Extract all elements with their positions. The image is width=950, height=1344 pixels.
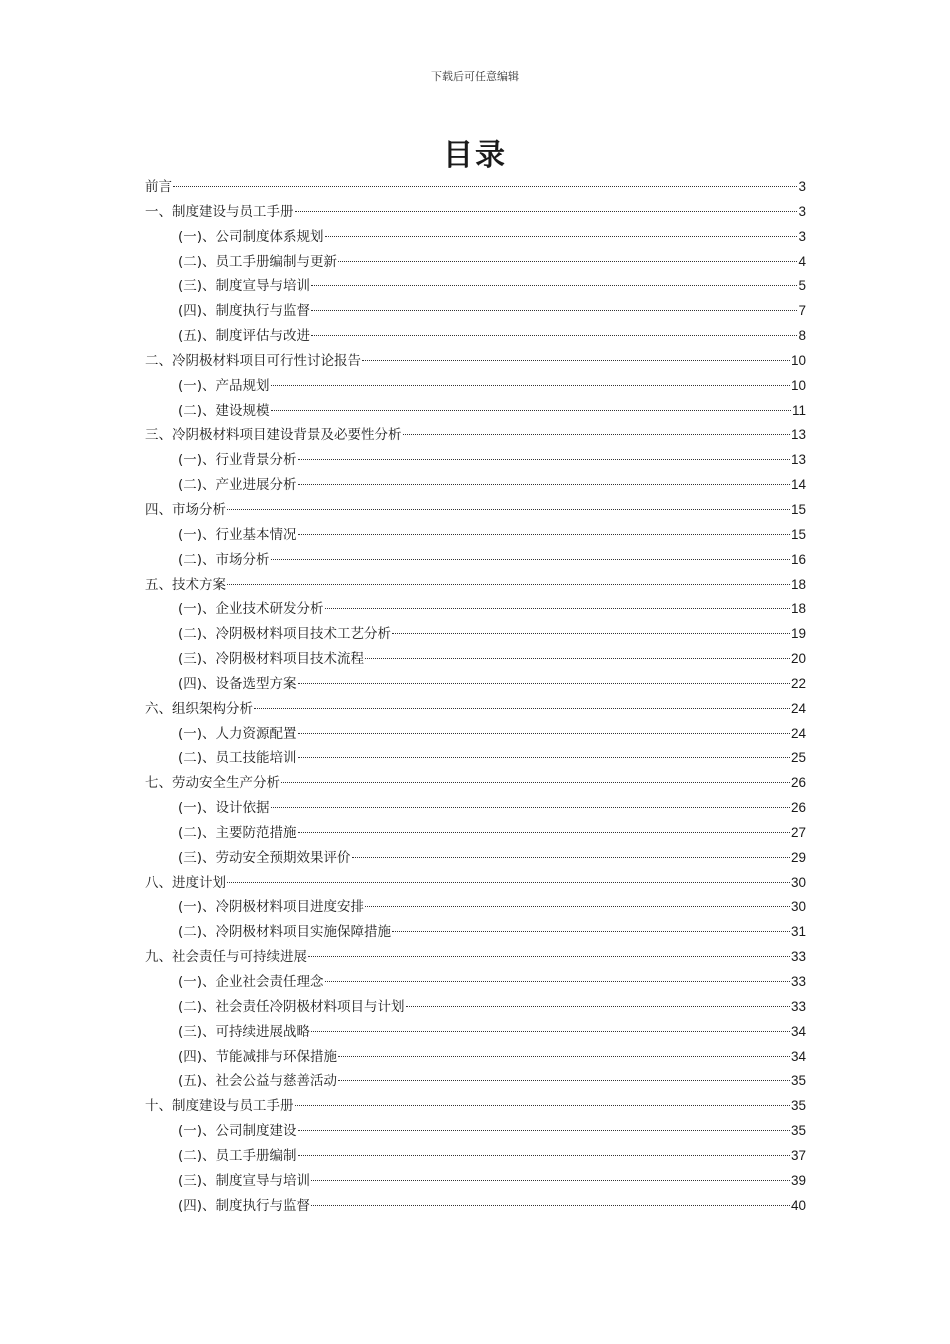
toc-entry-text: (五)、制度评估与改进 [178, 328, 311, 345]
toc-entry-sub[interactable] [145, 448, 806, 473]
toc-page-number: 33 [790, 998, 806, 1014]
toc-dot-leader [295, 1105, 790, 1106]
toc-entry[interactable] [145, 423, 806, 448]
toc-entry-text: (一)、人力资源配置 [178, 725, 297, 742]
toc-entry-text: (二)、员工技能培训 [178, 750, 297, 767]
toc-dot-leader [365, 906, 790, 907]
toc-entry-sub[interactable] [145, 250, 806, 275]
toc-page-number: 30 [790, 874, 806, 890]
toc-entry-text: 十、制度建设与员工手册 [145, 1098, 294, 1115]
toc-entry-sub[interactable] [145, 274, 806, 299]
toc-page-number: 34 [790, 1048, 806, 1064]
toc-entry-text: 前言 [145, 179, 172, 195]
toc-dot-leader [311, 1031, 790, 1032]
toc-entry-sub[interactable] [145, 523, 806, 548]
toc-entry-text: (二)、产业进展分析 [178, 477, 297, 494]
toc-entry-text: (一)、企业社会责任理念 [178, 974, 324, 990]
toc-entry-text: (四)、节能减排与环保措施 [178, 1048, 338, 1065]
toc-entry[interactable] [145, 573, 806, 598]
toc-entry-text: (二)、冷阴极材料项目实施保障措施 [178, 924, 392, 941]
toc-entry-sub[interactable] [145, 796, 806, 821]
toc-entry-sub[interactable] [145, 1069, 806, 1094]
toc-page-number: 15 [790, 501, 806, 517]
toc-entry-text: (一)、公司制度体系规划 [178, 228, 324, 245]
toc-dot-leader [338, 1080, 790, 1081]
toc-entry-sub[interactable] [145, 1045, 806, 1070]
toc-entry-sub[interactable] [145, 1144, 806, 1169]
toc-page-number: 40 [790, 1197, 806, 1213]
toc-entry-text: 六、组织架构分析 [145, 700, 253, 717]
toc-entry-text: 二、冷阴极材料项目可行性讨论报告 [145, 352, 361, 369]
toc-page-number: 35 [790, 1073, 806, 1089]
toc-page-number: 18 [790, 601, 806, 617]
toc-entry-sub[interactable] [145, 995, 806, 1020]
toc-page-number: 37 [790, 1147, 806, 1163]
toc-entry-text: 五、技术方案 [145, 576, 226, 593]
toc-page-number: 13 [790, 427, 806, 443]
toc-page-number: 3 [798, 228, 806, 244]
toc-entry-text: (三)、冷阴极材料项目技术流程 [178, 651, 365, 668]
toc-page-number: 35 [790, 1098, 806, 1114]
toc-entry[interactable] [145, 697, 806, 722]
toc-page-number: 33 [790, 974, 806, 989]
toc-entry-sub[interactable] [145, 597, 806, 622]
toc-dot-leader [271, 559, 790, 560]
toc-entry-text: 四、市场分析 [145, 501, 226, 518]
toc-entry-sub[interactable] [145, 746, 806, 771]
toc-entry-text: (一)、公司制度建设 [178, 1123, 297, 1140]
toc-entry-text: 三、冷阴极材料项目建设背景及必要性分析 [145, 427, 402, 444]
toc-entry-sub[interactable] [145, 1020, 806, 1045]
toc-entry-text: (一)、设计依据 [178, 800, 270, 817]
toc-dot-leader [173, 186, 797, 187]
toc-dot-leader [298, 832, 790, 833]
toc-dot-leader [338, 261, 797, 262]
toc-page-number: 29 [790, 849, 806, 865]
toc-entry-sub[interactable] [145, 1119, 806, 1144]
toc-dot-leader [298, 459, 790, 460]
toc-dot-leader [392, 931, 790, 932]
toc-page-number: 15 [790, 526, 806, 542]
toc-page-number: 5 [798, 278, 806, 294]
toc-page-number: 4 [798, 253, 806, 269]
toc-entry-text: (二)、员工手册编制 [178, 1147, 297, 1164]
toc-entry-sub[interactable] [145, 473, 806, 498]
toc-page-number: 34 [790, 1023, 806, 1039]
toc-entry-text: (二)、市场分析 [178, 551, 270, 568]
toc-page-number: 19 [790, 626, 806, 642]
table-of-contents [145, 175, 806, 1218]
toc-entry-text: (四)、设备选型方案 [178, 675, 297, 692]
toc-entry-sub[interactable] [145, 920, 806, 945]
toc-entry[interactable] [145, 871, 806, 896]
toc-dot-leader [227, 882, 790, 883]
toc-title: 目录 [443, 138, 507, 173]
toc-entry-sub[interactable] [145, 647, 806, 672]
toc-entry-text: (五)、社会公益与慈善活动 [178, 1073, 338, 1090]
toc-page-number: 35 [790, 1123, 806, 1139]
toc-page-number: 3 [798, 203, 806, 219]
toc-entry[interactable] [145, 200, 806, 225]
toc-dot-leader [406, 1006, 790, 1007]
toc-page-number: 20 [790, 651, 806, 667]
toc-dot-leader [365, 658, 790, 659]
toc-page-number: 18 [790, 576, 806, 592]
toc-entry-text: (四)、制度执行与监督 [178, 303, 311, 320]
toc-page-number: 10 [790, 352, 806, 368]
toc-page-number: 39 [790, 1172, 806, 1188]
toc-dot-leader [271, 385, 790, 386]
toc-dot-leader [298, 484, 790, 485]
toc-dot-leader [311, 1180, 790, 1181]
toc-dot-leader [298, 683, 790, 684]
toc-dot-leader [298, 757, 790, 758]
toc-entry-text: (一)、行业基本情况 [178, 526, 297, 543]
toc-entry[interactable] [145, 1094, 806, 1119]
toc-entry-sub[interactable] [145, 821, 806, 846]
toc-dot-leader [403, 434, 790, 435]
toc-page-number: 13 [790, 452, 806, 468]
toc-page-number: 24 [790, 700, 806, 716]
toc-entry-sub[interactable] [145, 672, 806, 697]
toc-entry-sub[interactable] [145, 299, 806, 324]
toc-entry-text: (二)、员工手册编制与更新 [178, 253, 338, 270]
toc-entry-sub[interactable] [145, 622, 806, 647]
toc-entry-text: 八、进度计划 [145, 874, 226, 891]
toc-dot-leader [311, 310, 797, 311]
toc-dot-leader [271, 410, 791, 411]
toc-page-number: 7 [798, 303, 806, 319]
toc-entry-sub[interactable] [145, 374, 806, 399]
toc-entry-sub[interactable] [145, 548, 806, 573]
toc-entry-sub[interactable] [145, 970, 806, 995]
toc-page-number: 30 [790, 899, 806, 915]
toc-entry-text: (一)、企业技术研发分析 [178, 601, 324, 618]
toc-page-number: 22 [790, 675, 806, 691]
toc-dot-leader [362, 360, 790, 361]
toc-page-number: 25 [790, 750, 806, 766]
toc-dot-leader [325, 608, 790, 609]
toc-entry-sub[interactable] [145, 225, 806, 250]
toc-entry-text: 七、劳动安全生产分析 [145, 775, 280, 792]
toc-dot-leader [308, 956, 790, 957]
toc-entry-text: 九、社会责任与可持续进展 [145, 949, 307, 966]
toc-page-number: 16 [790, 551, 806, 567]
toc-entry-text: (二)、主要防范措施 [178, 824, 297, 841]
toc-dot-leader [227, 509, 790, 510]
toc-entry-text: 一、制度建设与员工手册 [145, 203, 294, 220]
toc-dot-leader [298, 733, 790, 734]
toc-dot-leader [298, 1155, 790, 1156]
toc-entry-sub[interactable] [145, 846, 806, 871]
toc-page-number: 3 [798, 179, 806, 194]
toc-entry-sub[interactable] [145, 722, 806, 747]
toc-dot-leader [298, 534, 790, 535]
toc-dot-leader [311, 285, 797, 286]
toc-dot-leader [311, 1205, 790, 1206]
toc-page-number: 8 [798, 328, 806, 344]
toc-entry-text: (三)、制度宣导与培训 [178, 278, 311, 295]
toc-entry-sub[interactable] [145, 1194, 806, 1219]
toc-page-number: 26 [790, 800, 806, 816]
toc-entry-text: (三)、制度宣导与培训 [178, 1172, 311, 1189]
toc-page-number: 33 [790, 949, 806, 965]
toc-entry-text: (二)、社会责任冷阴极材料项目与计划 [178, 998, 405, 1015]
toc-entry-sub[interactable] [145, 324, 806, 349]
toc-entry-sub[interactable] [145, 895, 806, 920]
toc-dot-leader [325, 236, 798, 237]
toc-entry-text: (四)、制度执行与监督 [178, 1197, 311, 1214]
toc-entry-sub[interactable] [145, 1169, 806, 1194]
toc-dot-leader [298, 1130, 790, 1131]
toc-dot-leader [281, 782, 790, 783]
toc-dot-leader [295, 211, 798, 212]
toc-entry-text: (一)、产品规划 [178, 377, 270, 394]
toc-page-number: 26 [790, 775, 806, 791]
toc-entry[interactable] [145, 945, 806, 970]
toc-dot-leader [311, 335, 797, 336]
toc-entry-text: (三)、可持续进展战略 [178, 1023, 311, 1040]
toc-page-number: 10 [790, 377, 806, 393]
toc-entry-sub[interactable] [145, 399, 806, 424]
toc-entry[interactable] [145, 175, 806, 200]
toc-entry-text: (二)、冷阴极材料项目技术工艺分析 [178, 626, 392, 643]
toc-dot-leader [325, 981, 790, 982]
toc-dot-leader [392, 633, 790, 634]
toc-entry-text: (一)、冷阴极材料项目进度安排 [178, 899, 365, 916]
toc-dot-leader [271, 807, 790, 808]
toc-dot-leader [254, 708, 790, 709]
page-header: 下载后可任意编辑 [431, 70, 519, 83]
toc-page-number: 24 [790, 725, 806, 741]
toc-dot-leader [352, 857, 790, 858]
toc-page-number: 11 [791, 402, 806, 418]
toc-page-number: 27 [790, 824, 806, 840]
toc-dot-leader [227, 584, 790, 585]
toc-entry[interactable] [145, 349, 806, 374]
toc-page-number: 14 [790, 477, 806, 493]
toc-entry-text: (一)、行业背景分析 [178, 452, 297, 469]
toc-entry[interactable] [145, 498, 806, 523]
toc-entry-text: (二)、建设规模 [178, 402, 270, 419]
toc-entry[interactable] [145, 771, 806, 796]
toc-entry-text: (三)、劳动安全预期效果评价 [178, 849, 351, 866]
toc-page-number: 31 [790, 924, 806, 940]
toc-dot-leader [338, 1056, 790, 1057]
